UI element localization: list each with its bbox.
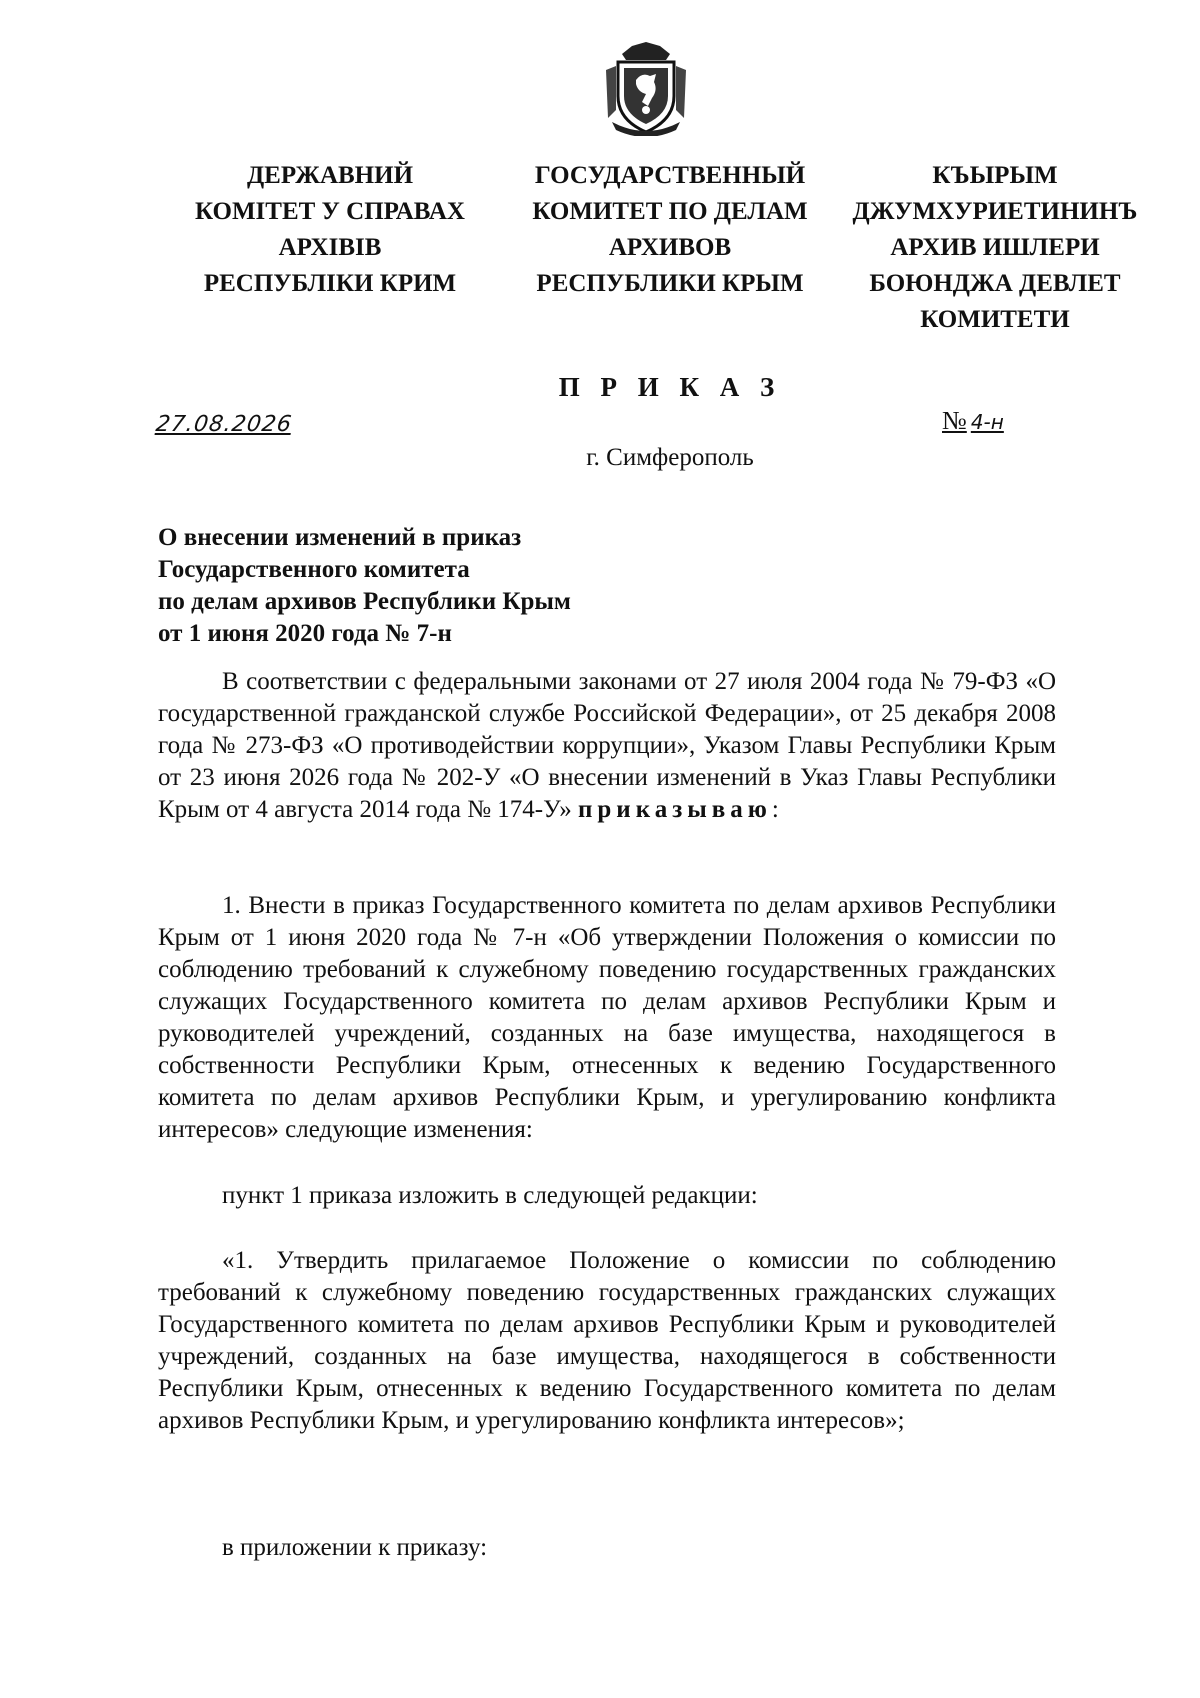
crimea-coat-of-arms-icon [602, 40, 690, 136]
letterhead-line: КОМІТЕТ У СПРАВАХ [195, 198, 465, 225]
paragraph-amendment-text [158, 1245, 1056, 1437]
letterhead-ukrainian [180, 158, 480, 302]
order-subject [158, 522, 758, 650]
order-number-value: 4-н [970, 410, 1004, 434]
subject-line: Государственного комитета [158, 556, 470, 583]
letterhead-line: КЪЫРЫМ [932, 162, 1058, 189]
number-sign: № [942, 406, 967, 435]
letterhead-line: ГОСУДАРСТВЕННЫЙ [534, 162, 806, 189]
subject-line: от 1 июня 2020 года № 7-н [158, 620, 452, 647]
letterhead-line: АРХИВОВ [608, 234, 732, 261]
letterhead-line: АРХІВІВ [278, 234, 382, 261]
subject-line: по делам архивов Республики Крым [158, 588, 571, 615]
letterhead-line: БОЮНДЖА ДЕВЛЕТ [869, 270, 1121, 297]
preamble-text: В соответствии с федеральными законами от 27 июля 2004 года № 79-ФЗ «О государственной гражданской службе Российской Федерации», от 25 декабря 2008 года № 273-ФЗ «О противодействии коррупции», Указом Главы Республики Крым от 23 июня 2026 года № 202-У «О внесении изменений в Указ Главы Республики Крым от 4 августа 2014 года № 174-У» [158, 668, 1056, 823]
paragraph-text: 1. Внести в приказ Государственного комитета по делам архивов Республики Крым от 1 июня 2020 года № 7-н «Об утверждении Положения о комиссии по соблюдению требований к служебному поведению государственных гражданских служащих Государственного комитета по делам архивов Республики Крым и руководителей учреждений, созданных на базе имущества, находящегося в собственности Республики Крым, отнесенных к ведению Государственного комитета по делам архивов Республики Крым, и урегулированию конфликта интересов» следующие изменения: [158, 892, 1056, 1143]
letterhead-line: АРХИВ ИШЛЕРИ [890, 234, 1100, 261]
letterhead-line: ДЖУМХУРИЕТИНИНЪ [852, 198, 1138, 225]
order-number [942, 406, 1004, 436]
paragraph-amendment-intro [158, 1180, 1056, 1212]
letterhead-line: КОМИТЕТ ПО ДЕЛАМ [532, 198, 808, 225]
letterhead-line: ДЕРЖАВНИЙ [246, 162, 414, 189]
paragraph-appendix-intro [158, 1532, 1056, 1564]
subject-line: О внесении изменений в приказ [158, 524, 522, 551]
letterhead-line: РЕСПУБЛИКИ КРЫМ [536, 270, 804, 297]
letterhead-crimean-tatar [845, 158, 1145, 338]
command-word: приказываю [578, 796, 772, 823]
order-city: г. Симферополь [586, 444, 754, 471]
letterhead-line: КОМИТЕТИ [920, 306, 1070, 333]
paragraph-text: «1. Утвердить прилагаемое Положение о комиссии по соблюдению требований к служебному поведению государственных гражданских служащих Государственного комитета по делам архивов Республики Крым и руководителей учреждений, созданных на базе имущества, находящегося в собственности Республики Крым, отнесенных к ведению Государственного комитета по делам архивов Республики Крым, и урегулированию конфликта интересов»; [158, 1247, 1056, 1434]
document-title: П Р И К А З [558, 372, 782, 402]
letterhead-line: РЕСПУБЛІКИ КРИМ [203, 270, 457, 297]
letterhead-russian [520, 158, 820, 302]
command-colon: : [771, 796, 779, 823]
paragraph-item-1 [158, 890, 1056, 1146]
preamble-paragraph [158, 666, 1056, 826]
order-date: 27.08.2026 [154, 412, 294, 437]
paragraph-text: в приложении к приказу: [222, 1534, 488, 1561]
paragraph-text: пункт 1 приказа изложить в следующей редакции: [222, 1182, 758, 1209]
